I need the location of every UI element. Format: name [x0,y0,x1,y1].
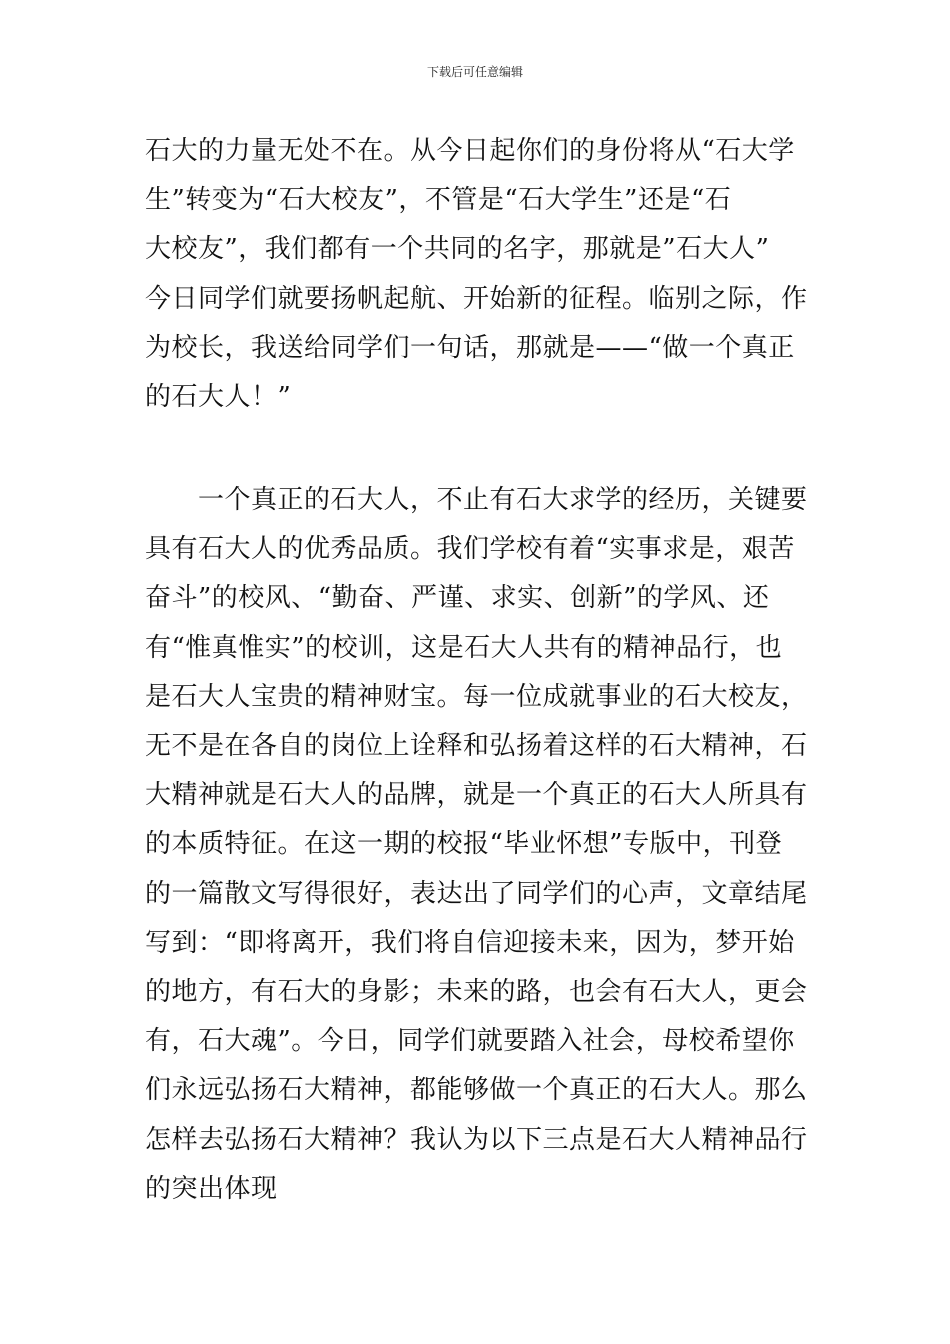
text-line: 石大的力量无处不在。从今日起你们的身份将从“石大学 [145,136,795,166]
text-line: 的本质特征。在这一期的校报“毕业怀想”专版中，刊登 [145,829,783,860]
text-line: 写到：“即将离开，我们将自信迎接未来，因为，梦开始 [145,927,795,958]
text-line: 的地方，有石大的身影；未来的路，也会有石大人，更会 [145,977,808,1008]
text-line: 奋斗”的校风、“勤奋、严谨、求实、创新”的学风、还 [145,583,770,614]
text-line: 今日同学们就要扬帆起航、开始新的征程。临别之际，作 [145,283,808,314]
text-line: 怎样去弘扬石大精神？我认为以下三点是石大人精神品行 [145,1124,808,1155]
paragraph-2 [145,476,807,1214]
paragraph-1 [145,127,807,422]
text-line: 的石大人！” [145,382,292,413]
text-line: 具有石大人的优秀品质。我们学校有着“实事求是，艰苦 [145,534,795,565]
text-line: 的一篇散文写得很好，表达出了同学们的心声，文章结尾 [145,878,808,909]
text-line: 有“惟真惟实”的校训，这是石大人共有的精神品行，也 [145,632,783,663]
text-line: 的突出体现 [145,1173,278,1204]
text-line: 有，石大魂”。今日，同学们就要踏入社会，母校希望你 [145,1026,795,1057]
text-line: 生”转变为“石大校友”，不管是“石大学生”还是“石 [145,185,732,216]
text-line: 为校长，我送给同学们一句话，那就是——“做一个真正 [145,332,795,363]
text-line: 大校友”，我们都有一个共同的名字，那就是”石大人” [145,234,770,265]
text-line: 是石大人宝贵的精神财宝。每一位成就事业的石大校友， [145,681,808,712]
text-line: 一个真正的石大人，不止有石大求学的经历，关键要 [145,485,808,515]
text-line: 们永远弘扬石大精神，都能够做一个真正的石大人。那么 [145,1075,808,1106]
page-header-note: 下载后可任意编辑 [426,65,523,79]
text-line: 大精神就是石大人的品牌，就是一个真正的石大人所具有 [145,780,808,811]
text-line: 无不是在各自的岗位上诠释和弘扬着这样的石大精神，石 [145,731,808,762]
